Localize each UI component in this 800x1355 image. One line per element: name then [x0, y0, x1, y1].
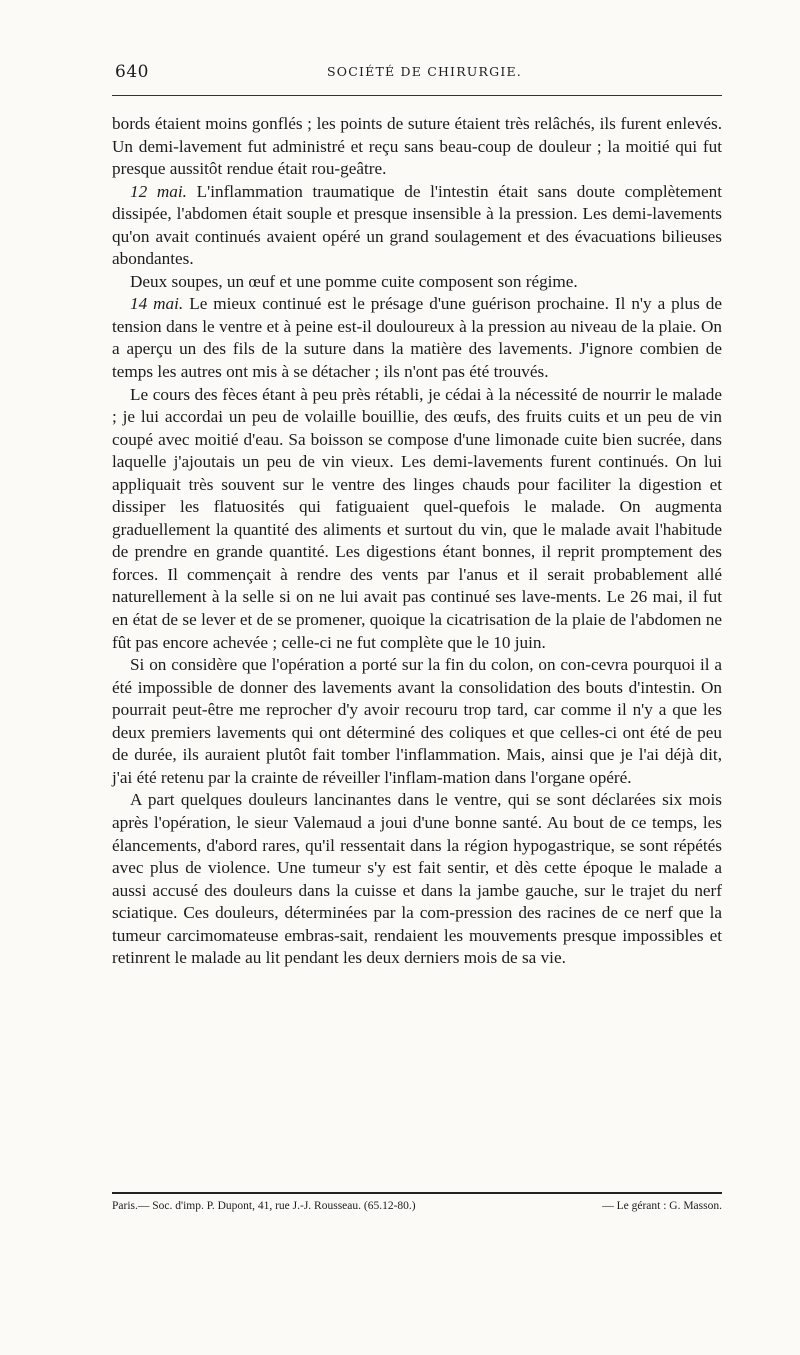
- printer-imprint: [112, 1200, 722, 1212]
- header-rule: [112, 95, 722, 96]
- body-text: [112, 113, 722, 970]
- paragraph: bords étaient moins gonflés ; les points de suture étaient très relâchés, ils furent enlevés. Un demi-lavement fut administré et reçu sans beau-coup de douleur ; la moitié qui fut presque aussitôt rendue était rou-geâtre.: [112, 114, 722, 179]
- imprint-right: — Le gérant : G. Masson.: [602, 1200, 722, 1212]
- paragraph: Deux soupes, un œuf et une pomme cuite composent son régime.: [130, 271, 578, 291]
- page-number: 640: [115, 62, 149, 82]
- paragraph: Le cours des fèces étant à peu près rétabli, je cédai à la nécessité de nourrir le malade ; je lui accordai un peu de volaille bouillie, des œufs, des fruits cuits et un peu de vin coupé avec moitié d'eau. Sa boisson se compose d'une limonade cuite bien sucrée, dans laquelle j'ajoutais un peu de vin vieux. Les demi-lavements furent continués. On lui appliquait très souvent sur le ventre des linges chauds pour faciliter la digestion et dissiper les flatuosités qui fatiguaient quel-quefois le malade. On augmenta graduellement la quantité des aliments et surtout du vin, que le malade avait l'habitude de prendre en grande quantité. Les digestions étant bonnes, il reprit promptement des forces. Il commençait à rendre des vents par l'anus et il serait probablement allé naturellement à la selle si on ne lui avait pas continué ses lave-ments. Le 26 mai, il fut en état de se lever et de se promener, quoique la cicatrisation de la plaie de l'abdomen ne fût pas encore achevée ; celle-ci ne fut complète que le 10 juin.: [112, 384, 722, 652]
- date-label: 14 mai.: [130, 294, 184, 314]
- page-header: [112, 60, 722, 90]
- date-label: 12 mai.: [130, 181, 187, 201]
- footer-rule: [112, 1192, 722, 1194]
- imprint-left: Paris.— Soc. d'imp. P. Dupont, 41, rue J.-J. Rousseau. (65.12-80.): [112, 1200, 416, 1212]
- paragraph: Si on considère que l'opération a porté sur la fin du colon, on con-cevra pourquoi il a été impossible de donner des lavements avant la consolidation des bouts d'intestin. On pourrait peut-être me reprocher d'y avoir recouru trop tard, car comme il n'y a que les deux premiers lavements qui ont déterminé des coliques et que celles-ci ont été de peu de durée, ils auraient plutôt fait tomber l'inflammation. Mais, ainsi que je l'ai déjà dit, j'ai été retenu par la crainte de réveiller l'inflam-mation dans l'organe opéré.: [112, 655, 722, 787]
- running-head: SOCIÉTÉ DE CHIRURGIE.: [327, 64, 522, 79]
- paragraph: 14 mai. Le mieux continué est le présage d'une guérison prochaine. Il n'y a plus de tension dans le ventre et à peine est-il douloureux à la pression au niveau de la plaie. On a aperçu un des fils de la suture dans la matière des lavements. J'ignore combien de temps les autres ont mis à se détacher ; ils n'ont pas été trouvés.: [112, 294, 723, 382]
- paragraph: 12 mai. L'inflammation traumatique de l'intestin était sans doute complètement dissipée, l'abdomen était souple et presque insensible à la pression. Les demi-lavements qu'on avait continués avaient opéré un grand soulagement et des évacuations bilieuses abondantes.: [112, 181, 722, 269]
- paragraph: A part quelques douleurs lancinantes dans le ventre, qui se sont déclarées six mois après l'opération, le sieur Valemaud a joui d'une bonne santé. Au bout de ce temps, les élancements, d'abord rares, qu'il ressentait dans la région hypogastrique, se sont répétés avec plus de violence. Une tumeur s'y est fait sentir, et dès cette époque le malade a aussi accusé des douleurs dans la cuisse et dans la jambe gauche, sur le trajet du nerf sciatique. Ces douleurs, déterminées par la com-pression des racines de ce nerf que la tumeur carcimomateuse embras-sait, rendaient les mouvements presque impossibles et retinrent le malade au lit pendant les deux derniers mois de sa vie.: [112, 790, 722, 968]
